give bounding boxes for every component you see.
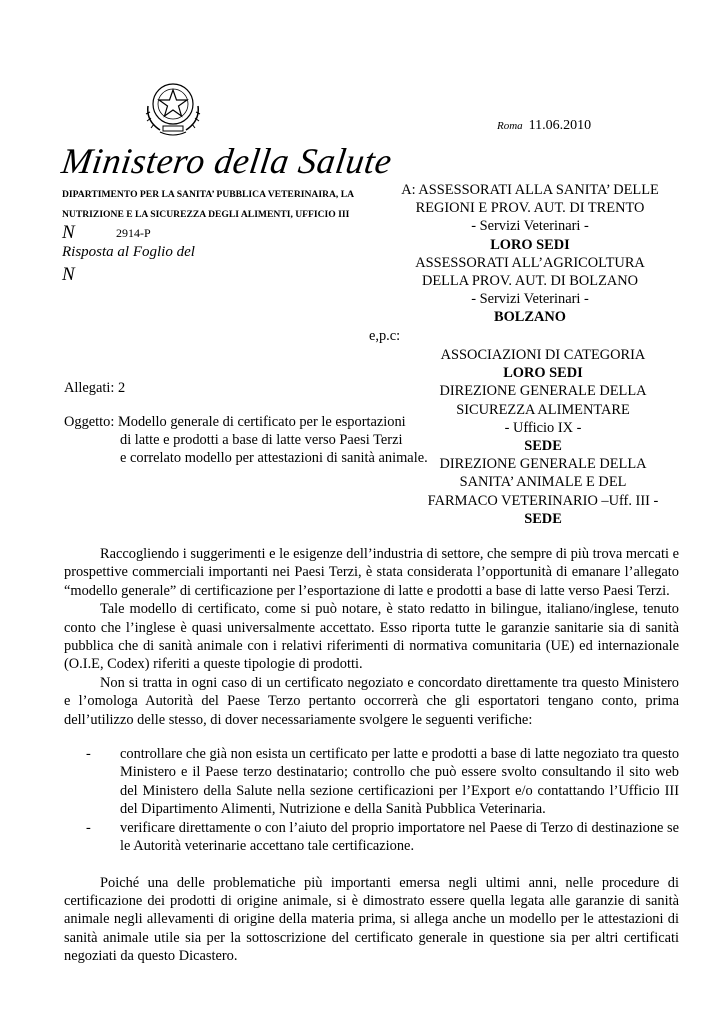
list-dash: - [86, 819, 91, 836]
department-heading [62, 185, 354, 225]
subject-block [64, 413, 428, 468]
cc-line: SICUREZZA ALIMENTARE [456, 401, 630, 418]
cc-line: SEDE [524, 438, 562, 455]
recipient-line: LORO SEDI [490, 236, 570, 253]
verification-list [64, 745, 679, 855]
recipient-line: REGIONI E PROV. AUT. DI TRENTO [415, 200, 645, 217]
recipient-line: DELLA PROV. AUT. DI BOLZANO [421, 273, 639, 290]
subject-line: e correlato modello per attestazioni di sanità animale. [120, 450, 428, 467]
cc-label: e,p.c: [369, 328, 401, 344]
cc-line: FARMACO VETERINARIO –Uff. III - [427, 492, 659, 509]
body-paragraph: Raccogliendo i suggerimenti e le esigenze dell’industria di settore, che sempre di più trova mercati e prospettive commerciali importanti nei Paesi Terzi, è stata considerata l’opportunità di emanare l’allegato “modello generale” di certificazione per l’esportazione di latte e prodotti a base di latte verso Paesi Terzi. [64, 546, 679, 599]
subject-line: Oggetto: Modello generale di certificato per le esportazioni [64, 414, 406, 430]
cc-recipients-block [418, 346, 668, 528]
italian-republic-emblem [140, 76, 206, 138]
list-item [64, 745, 679, 819]
recipient-line: BOLZANO [494, 309, 566, 326]
reply-number-label: N [62, 264, 75, 285]
list-dash: - [86, 746, 91, 763]
recipient-line: - Servizi Veterinari - [471, 291, 589, 308]
body-paragraph: Poiché una delle problematiche più importanti emersa negli ultimi anni, nelle procedure di certificazione dei prodotti di origine animale, si è dimostrato essere quella legata alle garanzie di sanità animale negli allevamenti di origine della materia prima, si allega anche un modello per le attestazioni di sanità animale utile sia per la sottoscrizione del certificato generale in questione sia per altri certificati negoziati da questo Dicastero. [64, 874, 679, 965]
recipient-line: A: ASSESSORATI ALLA SANITA’ DELLE [401, 182, 659, 198]
recipient-line: - Servizi Veterinari - [471, 218, 589, 235]
cc-line: SEDE [524, 510, 562, 527]
cc-line: ASSOCIAZIONI DI CATEGORIA [440, 347, 646, 363]
body-paragraph: Non si tratta in ogni caso di un certificato negoziato e concordato direttamente tra questo Ministero e l’omologa Autorità del Paese Terzo pertanto occorrerà che gli esportatori tengano conto, prima dell’utilizzo delle stesso, di dover necessariamente svolgere le seguenti verifiche: [64, 674, 679, 728]
attachments-line: Allegati: 2 [64, 380, 126, 396]
cc-line: DIREZIONE GENERALE DELLA [439, 383, 647, 400]
cc-line: DIREZIONE GENERALE DELLA [439, 456, 647, 473]
cc-line: LORO SEDI [503, 365, 583, 382]
department-line: DIPARTIMENTO PER LA SANITA’ PUBBLICA VETERINAIRA, LA [62, 189, 355, 200]
reply-to-label: Risposta al Foglio del [62, 244, 195, 260]
department-line: NUTRIZIONE E LA SICUREZZA DEGLI ALIMENTI, UFFICIO III [62, 209, 350, 220]
cc-line: - Ufficio IX - [504, 419, 582, 436]
list-item-text: verificare direttamente o con l’aiuto del proprio importatore nel Paese di Terzo di destinazione se le Autorità veterinarie accettano tale certificazione. [120, 819, 679, 855]
date: 11.06.2010 [528, 118, 592, 133]
list-item [64, 819, 679, 856]
recipient-line: ASSESSORATI ALL’AGRICOLTURA [415, 254, 645, 271]
body-paragraph: Tale modello di certificato, come si può notare, è stato redatto in bilingue, italiano/inglese, tenuto conto che l’inglese è quasi universalmente accettato. Esso riporta tutte le garanzie sanitarie sia di sanità pubblica che di sanità animale con i relativi riferimenti di normativa comunitaria (UE) ed internazionale (O.I.E, Codex) riferiti a queste tipologie di prodotti. [64, 601, 679, 673]
protocol-number: 2914-P [116, 226, 151, 240]
recipients-block [380, 181, 680, 327]
ministry-title: Ministero della Salute [59, 141, 395, 181]
cc-line: SANITA’ ANIMALE E DEL [459, 474, 627, 491]
place-date [497, 118, 591, 134]
place: Roma [497, 120, 523, 132]
list-item-text: controllare che già non esista un certificato per latte e prodotti a base di latte negoziato tra questo Ministero e il Paese terzo destinatario; controllo che può essere svolto consultando il sito web del Ministero della Salute nella sezione certificazioni per l’Export e/o contattando l’Ufficio III del Dipartimento Alimenti, Nutrizione e della Sanità Pubblica Veterinaria. [120, 746, 680, 818]
protocol-number-label: N [62, 222, 75, 243]
subject-line: di latte e prodotti a base di latte verso Paesi Terzi [120, 432, 403, 449]
letter-body [64, 545, 679, 966]
